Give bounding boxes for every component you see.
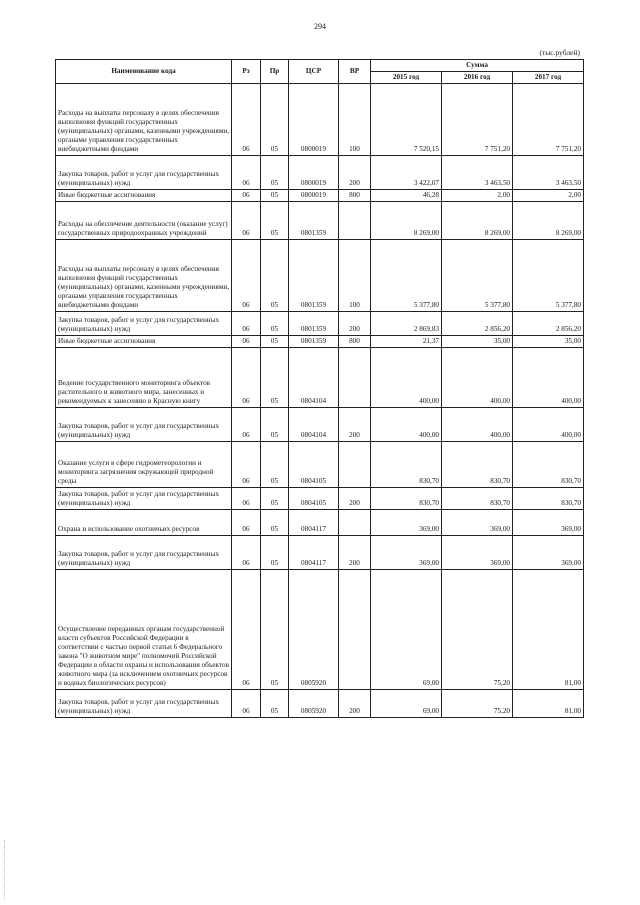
cell-csr: 0804104 <box>289 348 339 408</box>
cell-y2016: 8 269,00 <box>442 202 513 240</box>
cell-y2015: 2 869,83 <box>371 312 442 336</box>
cell-csr: 0801359 <box>289 202 339 240</box>
cell-y2015: 7 520,15 <box>371 84 442 156</box>
cell-csr: 0805920 <box>289 690 339 718</box>
cell-vr: 200 <box>339 536 371 570</box>
cell-y2016: 2,00 <box>442 190 513 202</box>
cell-pr: 05 <box>261 84 289 156</box>
cell-name: Закупка товаров, работ и услуг для государственных (муниципальных) нужд <box>56 156 232 190</box>
cell-y2015: 21,37 <box>371 336 442 348</box>
cell-name: Закупка товаров, работ и услуг для государственных (муниципальных) нужд <box>56 690 232 718</box>
cell-rz: 06 <box>232 690 261 718</box>
cell-rz: 06 <box>232 536 261 570</box>
cell-y2017: 830,70 <box>513 442 584 488</box>
header-2017: 2017 год <box>513 72 584 84</box>
cell-csr: 0800019 <box>289 84 339 156</box>
cell-name: Осуществление переданных органам государственной власти субъектов Российской Федерации в соответствии с частью первой статьи 6 Федерального закона "О животном мире" полномочий Российской Федерации в области охраны и использования объектов животного мира (за исключением охотничьих ресурсов и водных биологических ресурсов) <box>56 570 232 690</box>
cell-pr: 05 <box>261 190 289 202</box>
cell-vr: 200 <box>339 156 371 190</box>
budget-table <box>55 59 584 718</box>
cell-y2015: 3 422,07 <box>371 156 442 190</box>
cell-y2015: 830,70 <box>371 488 442 510</box>
cell-csr: 0804117 <box>289 536 339 570</box>
cell-rz: 06 <box>232 348 261 408</box>
cell-rz: 06 <box>232 408 261 442</box>
cell-y2016: 35,00 <box>442 336 513 348</box>
cell-y2015: 400,00 <box>371 348 442 408</box>
units-label: (тыс.рублей) <box>539 48 580 57</box>
cell-pr: 05 <box>261 408 289 442</box>
cell-y2016: 369,00 <box>442 510 513 536</box>
cell-y2017: 8 269,00 <box>513 202 584 240</box>
cell-csr: 0800019 <box>289 156 339 190</box>
table-row <box>56 536 584 570</box>
cell-y2015: 46,28 <box>371 190 442 202</box>
header-sum: Сумма <box>371 60 584 72</box>
cell-pr: 05 <box>261 570 289 690</box>
cell-pr: 05 <box>261 442 289 488</box>
cell-name: Расходы на обеспечение деятельности (оказание услуг) государственных природоохранных учреждений <box>56 202 232 240</box>
header-rz: Рз <box>232 60 261 84</box>
cell-y2017: 81,00 <box>513 570 584 690</box>
cell-vr: 100 <box>339 84 371 156</box>
table-row <box>56 240 584 312</box>
cell-rz: 06 <box>232 240 261 312</box>
cell-y2017: 400,00 <box>513 408 584 442</box>
cell-y2017: 369,00 <box>513 536 584 570</box>
scan-margin-marks <box>4 840 7 900</box>
cell-vr <box>339 348 371 408</box>
cell-vr: 200 <box>339 488 371 510</box>
cell-y2015: 8 269,00 <box>371 202 442 240</box>
cell-rz: 06 <box>232 202 261 240</box>
cell-vr <box>339 202 371 240</box>
cell-y2017: 2 856,20 <box>513 312 584 336</box>
cell-name: Ведение государственного мониторинга объектов растительного и животного мира, занесенных и рекомендуемых к занесению в Красную книгу <box>56 348 232 408</box>
cell-y2015: 369,00 <box>371 510 442 536</box>
header-2016: 2016 год <box>442 72 513 84</box>
cell-rz: 06 <box>232 312 261 336</box>
cell-y2016: 830,70 <box>442 442 513 488</box>
cell-rz: 06 <box>232 570 261 690</box>
cell-y2017: 81,00 <box>513 690 584 718</box>
table-row <box>56 312 584 336</box>
cell-vr: 200 <box>339 312 371 336</box>
cell-y2016: 830,70 <box>442 488 513 510</box>
cell-rz: 06 <box>232 442 261 488</box>
cell-name: Оказание услуги в сфере гидрометеорологии и мониторинга загрязнения окружающей природной среды <box>56 442 232 488</box>
table-row <box>56 336 584 348</box>
cell-y2016: 400,00 <box>442 348 513 408</box>
cell-csr: 0801359 <box>289 312 339 336</box>
cell-y2016: 75,20 <box>442 690 513 718</box>
cell-csr: 0805920 <box>289 570 339 690</box>
header-2015: 2015 год <box>371 72 442 84</box>
cell-rz: 06 <box>232 336 261 348</box>
cell-vr: 800 <box>339 190 371 202</box>
cell-name: Закупка товаров, работ и услуг для государственных (муниципальных) нужд <box>56 312 232 336</box>
cell-y2016: 7 751,20 <box>442 84 513 156</box>
cell-vr <box>339 442 371 488</box>
cell-y2016: 2 856,20 <box>442 312 513 336</box>
cell-y2017: 5 377,80 <box>513 240 584 312</box>
cell-y2017: 400,00 <box>513 348 584 408</box>
table-row <box>56 202 584 240</box>
cell-rz: 06 <box>232 190 261 202</box>
cell-pr: 05 <box>261 348 289 408</box>
cell-pr: 05 <box>261 312 289 336</box>
cell-pr: 05 <box>261 336 289 348</box>
cell-vr: 100 <box>339 240 371 312</box>
cell-name: Иные бюджетные ассигнования <box>56 336 232 348</box>
cell-y2017: 2,00 <box>513 190 584 202</box>
cell-vr: 800 <box>339 336 371 348</box>
cell-csr: 0800019 <box>289 190 339 202</box>
header-name: Наименование кода <box>56 60 232 84</box>
cell-y2015: 69,00 <box>371 570 442 690</box>
cell-name: Расходы на выплаты персоналу в целях обеспечения выполнения функций государственных (муниципальных) органами, казенными учреждениями, органами управления государственных внебюджетными фондами <box>56 240 232 312</box>
cell-csr: 0804105 <box>289 442 339 488</box>
cell-pr: 05 <box>261 488 289 510</box>
header-csr: ЦСР <box>289 60 339 84</box>
cell-pr: 05 <box>261 240 289 312</box>
cell-name: Охрана и использование охотничьих ресурсов <box>56 510 232 536</box>
cell-csr: 0804117 <box>289 510 339 536</box>
cell-y2015: 400,00 <box>371 408 442 442</box>
cell-rz: 06 <box>232 510 261 536</box>
cell-pr: 05 <box>261 690 289 718</box>
table-row <box>56 690 584 718</box>
cell-y2017: 3 463,50 <box>513 156 584 190</box>
cell-rz: 06 <box>232 84 261 156</box>
cell-y2017: 830,70 <box>513 488 584 510</box>
table-row <box>56 156 584 190</box>
cell-vr: 200 <box>339 408 371 442</box>
table-row <box>56 190 584 202</box>
cell-name: Расходы на выплаты персоналу в целях обеспечения выполнения функций государственных (муниципальных) органами, казенными учреждениями, органами управления государственных внебюджетными фондами <box>56 84 232 156</box>
cell-y2015: 830,70 <box>371 442 442 488</box>
cell-pr: 05 <box>261 202 289 240</box>
table-row <box>56 510 584 536</box>
cell-y2015: 369,00 <box>371 536 442 570</box>
header-pr: Пр <box>261 60 289 84</box>
cell-y2016: 400,00 <box>442 408 513 442</box>
cell-name: Закупка товаров, работ и услуг для государственных (муниципальных) нужд <box>56 488 232 510</box>
table-row <box>56 442 584 488</box>
cell-pr: 05 <box>261 156 289 190</box>
cell-name: Иные бюджетные ассигнования <box>56 190 232 202</box>
cell-y2017: 35,00 <box>513 336 584 348</box>
cell-vr <box>339 570 371 690</box>
cell-y2016: 75,20 <box>442 570 513 690</box>
cell-y2015: 69,00 <box>371 690 442 718</box>
table-row <box>56 488 584 510</box>
cell-name: Закупка товаров, работ и услуг для государственных (муниципальных) нужд <box>56 536 232 570</box>
cell-csr: 0804104 <box>289 408 339 442</box>
cell-vr <box>339 510 371 536</box>
cell-vr: 200 <box>339 690 371 718</box>
cell-y2017: 369,00 <box>513 510 584 536</box>
cell-y2017: 7 751,20 <box>513 84 584 156</box>
cell-csr: 0801359 <box>289 336 339 348</box>
cell-rz: 06 <box>232 488 261 510</box>
header-vr: ВР <box>339 60 371 84</box>
cell-rz: 06 <box>232 156 261 190</box>
cell-y2015: 5 377,80 <box>371 240 442 312</box>
cell-y2016: 3 463,50 <box>442 156 513 190</box>
table-row <box>56 570 584 690</box>
table-row <box>56 408 584 442</box>
cell-csr: 0804105 <box>289 488 339 510</box>
table-row <box>56 348 584 408</box>
table-row <box>56 84 584 156</box>
cell-y2016: 5 377,80 <box>442 240 513 312</box>
cell-name: Закупка товаров, работ и услуг для государственных (муниципальных) нужд <box>56 408 232 442</box>
cell-pr: 05 <box>261 510 289 536</box>
page-number: 294 <box>314 22 326 31</box>
cell-pr: 05 <box>261 536 289 570</box>
cell-csr: 0801359 <box>289 240 339 312</box>
cell-y2016: 369,00 <box>442 536 513 570</box>
